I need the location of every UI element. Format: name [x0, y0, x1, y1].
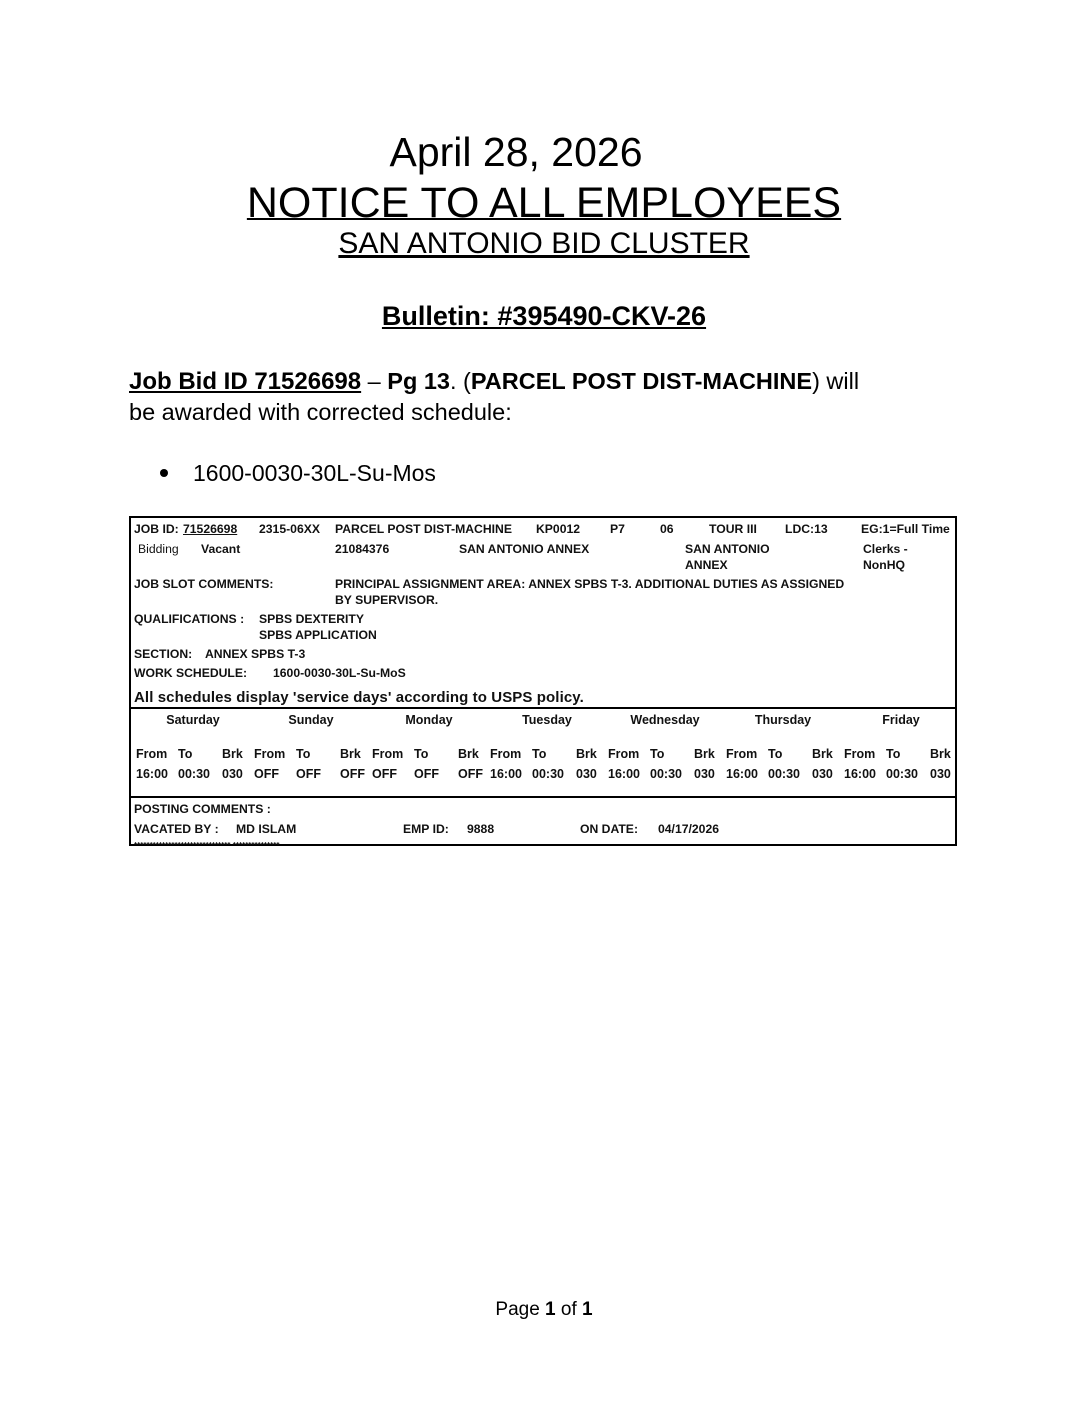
kp-code: KP0012 — [536, 522, 581, 536]
bulletin-number: Bulletin: #395490-CKV-26 — [381, 301, 707, 331]
job-id-label: JOB ID: — [134, 522, 179, 536]
job-award-paragraph — [129, 366, 969, 427]
schedule-to-cell: 00:30 — [886, 767, 918, 781]
city-line-2: ANNEX — [685, 558, 728, 572]
col-header-brk: Brk — [340, 747, 361, 761]
page-total: 1 — [582, 1299, 593, 1320]
job-bid-record — [129, 516, 957, 850]
bidding-label: Bidding — [138, 542, 179, 556]
qualifications-label: QUALIFICATIONS : — [134, 612, 245, 626]
schedule-to-cell: 00:30 — [178, 767, 210, 781]
punct-close: ) will — [812, 368, 860, 394]
position-number: 21084376 — [335, 542, 390, 556]
bid-cluster-subtitle: SAN ANTONIO BID CLUSTER — [338, 227, 750, 260]
section-value: ANNEX SPBS T-3 — [205, 647, 306, 661]
schedule-from-cell: 16:00 — [726, 767, 758, 781]
col-header-brk: Brk — [222, 747, 243, 761]
col-header-brk: Brk — [930, 747, 951, 761]
position-title: PARCEL POST DIST-MACHINE — [470, 368, 813, 394]
col-header-brk: Brk — [458, 747, 479, 761]
vacated-by-label: VACATED BY : — [134, 822, 219, 836]
slot-comments-line-2: BY SUPERVISOR. — [335, 593, 439, 607]
schedule-brk-cell: 030 — [930, 767, 951, 781]
schedule-brk-cell: 030 — [576, 767, 597, 781]
col-header-from: From — [254, 747, 286, 761]
step: 06 — [660, 522, 674, 536]
schedule-to-cell: 00:30 — [650, 767, 682, 781]
tour: TOUR III — [709, 522, 757, 536]
schedule-from-cell: OFF — [372, 767, 397, 781]
on-date-value: 04/17/2026 — [658, 822, 719, 836]
notice-date: April 28, 2026 — [389, 129, 643, 175]
schedule-from-cell: 16:00 — [844, 767, 876, 781]
emp-id-value: 9888 — [467, 822, 495, 836]
job-title: PARCEL POST DIST-MACHINE — [335, 522, 512, 536]
col-header-brk: Brk — [694, 747, 715, 761]
vacated-by-value: MD ISLAM — [236, 822, 297, 836]
day-wednesday: Wednesday — [630, 713, 700, 727]
job-bid-id: Job Bid ID 71526698 — [129, 368, 362, 395]
on-date-label: ON DATE: — [580, 822, 638, 836]
corrected-schedule: 1600-0030-30L-Su-Mos — [193, 460, 436, 486]
day-monday: Monday — [405, 713, 453, 727]
emp-id-label: EMP ID: — [403, 822, 449, 836]
col-header-from: From — [726, 747, 758, 761]
day-tuesday: Tuesday — [522, 713, 572, 727]
day-thursday: Thursday — [754, 713, 812, 727]
col-header-to: To — [768, 747, 783, 761]
page-reference: Pg 13 — [387, 368, 450, 394]
col-header-to: To — [532, 747, 547, 761]
slot-comments-line-1: PRINCIPAL ASSIGNMENT AREA: ANNEX SPBS T-3. ADDITIONAL DUTIES AS ASSIGNED — [335, 577, 845, 591]
col-header-from: From — [490, 747, 522, 761]
schedule-from-cell: 16:00 — [608, 767, 640, 781]
ldc: LDC:13 — [785, 522, 828, 536]
qualification-1: SPBS DEXTERITY — [259, 612, 364, 626]
col-header-from: From — [844, 747, 876, 761]
schedule-to-cell: OFF — [414, 767, 439, 781]
facility-name: SAN ANTONIO ANNEX — [459, 542, 590, 556]
divider — [131, 796, 955, 798]
page-footer — [0, 1298, 1088, 1322]
col-header-to: To — [178, 747, 193, 761]
schedule-to-cell: OFF — [296, 767, 321, 781]
level: P7 — [610, 522, 625, 536]
col-header-brk: Brk — [576, 747, 597, 761]
schedule-bullet — [160, 458, 436, 489]
posting-comments-label: POSTING COMMENTS : — [134, 802, 271, 816]
bullet-icon — [160, 469, 168, 477]
work-schedule-label: WORK SCHEDULE: — [134, 666, 248, 680]
schedule-brk-cell: OFF — [340, 767, 365, 781]
vacant-status: Vacant — [201, 542, 241, 556]
craft-line-2: NonHQ — [863, 558, 905, 572]
col-header-to: To — [650, 747, 665, 761]
schedule-brk-cell: 030 — [222, 767, 243, 781]
punct-open: . ( — [449, 368, 471, 394]
dash: – — [361, 368, 388, 394]
day-sunday: Sunday — [288, 713, 334, 727]
slot-comments-label: JOB SLOT COMMENTS: — [134, 577, 274, 591]
col-header-to: To — [414, 747, 429, 761]
of-word: of — [555, 1299, 583, 1320]
day-friday: Friday — [882, 713, 920, 727]
job-id-value: 71526698 — [183, 522, 238, 536]
schedule-from-cell: 16:00 — [136, 767, 168, 781]
policy-note: All schedules display 'service days' according to USPS policy. — [134, 689, 584, 706]
occupation-code: 2315-06XX — [259, 522, 320, 536]
schedule-brk-cell: 030 — [812, 767, 833, 781]
schedule-to-cell: 00:30 — [532, 767, 564, 781]
city-line-1: SAN ANTONIO — [685, 542, 770, 556]
col-header-from: From — [608, 747, 640, 761]
day-saturday: Saturday — [166, 713, 220, 727]
col-header-to: To — [296, 747, 311, 761]
notice-title: NOTICE TO ALL EMPLOYEES — [246, 179, 842, 227]
divider — [131, 707, 955, 709]
schedule-brk-cell: OFF — [458, 767, 483, 781]
separator-stars: ******************************* *************** — [134, 841, 280, 850]
col-header-brk: Brk — [812, 747, 833, 761]
page-word: Page — [495, 1299, 546, 1320]
col-header-from: From — [372, 747, 404, 761]
work-schedule-value: 1600-0030-30L-Su-MoS — [273, 666, 406, 680]
employee-group: EG:1=Full Time — [861, 522, 950, 536]
col-header-from: From — [136, 747, 168, 761]
schedule-from-cell: OFF — [254, 767, 279, 781]
award-line-2: be awarded with corrected schedule: — [129, 399, 512, 425]
schedule-to-cell: 00:30 — [768, 767, 800, 781]
schedule-from-cell: 16:00 — [490, 767, 522, 781]
schedule-brk-cell: 030 — [694, 767, 715, 781]
qualification-2: SPBS APPLICATION — [259, 628, 377, 642]
col-header-to: To — [886, 747, 901, 761]
section-label: SECTION: — [134, 647, 193, 661]
craft-line-1: Clerks - — [863, 542, 908, 556]
page-number: 1 — [545, 1299, 556, 1320]
